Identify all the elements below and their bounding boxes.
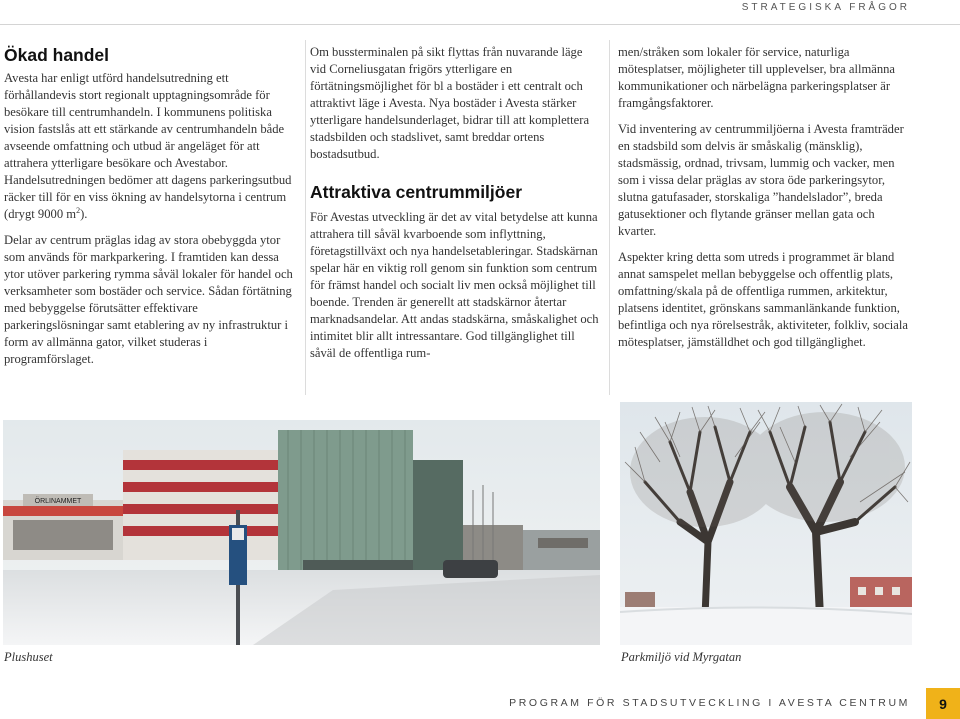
column-divider-left xyxy=(305,40,306,395)
heading-okad-handel: Ökad handel xyxy=(4,45,110,65)
page-number-badge: 9 xyxy=(926,688,960,719)
plushuset-sign-text: ÖRLINAMMET xyxy=(34,498,82,505)
paragraph: Vid inventering av centrummiljöerna i Avesta framträder en stadsbild som delvis är småskalig (mänsklig), stadsmässig, ordnad, trivsam, lummig och vacker, men som i vissa delar präglas av stora öde parkeringsytor, slutna gatufasader, storskaliga ”handelslador”, breda gatusektioner och flytande gränser mellan gata och kvarter. xyxy=(618,122,904,238)
paragraph: Om bussterminalen på sikt flyttas från nuvarande läge vid Corneliusgatan frigörs ytterligare en förtätningsmöjlighet för bl a bostäder i ett centralt och attraktivt läge i Avesta. Nya bostäder i Avesta stärker ytterligare handelsunderlaget, bidrar till att komplettera stadsbilden och stadslivet, samt breddar ortens bostadsutbud. xyxy=(310,45,590,161)
paragraph: Avesta har enligt utförd handelsutredning ett förhållandevis stort regionalt upptagningsområde för besökare till centrumhandeln. I kommunens politiska vision fastslås att ett stärkande av centrumhandeln både avseende omfattning och utbud är angeläget för att attrahera ytterligare besökare och Avestabor. Handelsutredningen bedömer att dagens parkeringsutbud räcker till för en viss ökning av handelsytorna i centrum (drygt 9000 $m^2$). xyxy=(4,71,292,221)
text-column-3 xyxy=(618,44,912,351)
parkmiljo-illustration xyxy=(620,402,912,645)
photo-parkmiljo-myrgatan xyxy=(620,402,912,645)
header-rule xyxy=(0,24,960,25)
photo-plushuset xyxy=(3,420,600,645)
heading-attraktiva-centrummiljoer: Attraktiva centrummiljöer xyxy=(310,182,523,202)
photo-caption-parkmiljo: Parkmiljö vid Myrgatan xyxy=(621,650,742,664)
section-header-label: STRATEGISKA FRÅGOR xyxy=(741,2,910,13)
paragraph: men/stråken som lokaler för service, naturliga mötesplatser, möjligheter till upplevelser, bra allmänna kommunikationer och närbelägna parkeringsplatser är framgångsfaktorer. xyxy=(618,45,896,110)
column-divider-right xyxy=(609,40,610,395)
paragraph: För Avestas utveckling är det av vital betydelse att kunna attrahera till såväl kvarboende som inflyttning, företagstillväxt och nya handelsetableringar. Stadskärnan spelar här en viktig roll genom sin funktion som centrum för främst handel och socialt liv men också möjlighet till boende. Trenden är generellt att stadskärnor återtar marknadsandelar. Att andas stadskärna, småskalighet och intimitet blir allt intressantare. God tillgänglighet till såväl de offentliga rum- xyxy=(310,210,599,360)
paragraph: Delar av centrum präglas idag av stora obebyggda ytor som används för markparkering. I framtiden kan dessa ytor utöver parkering rymma såväl lokaler för handel och verksamheter som bostäder och service. Sådan förtätning med bebyggelse förutsätter effektivare parkeringslösningar samt etablering av ny infrastruktur i form av allmänna gator, vilket studeras i programförslaget. xyxy=(4,233,293,366)
photo-caption-plushuset: Plushuset xyxy=(4,650,53,664)
text-column-2 xyxy=(310,44,600,362)
plushuset-illustration xyxy=(3,420,600,645)
footer-publication-title: PROGRAM FÖR STADSUTVECKLING I AVESTA CENTRUM xyxy=(509,697,910,709)
paragraph: Aspekter kring detta som utreds i programmet är bland annat samspelet mellan bebyggelse och offentlig plats, omfattning/skala på de offentliga rummen, arkitektur, platsens identitet, grönskans sammanlänkande funktion, befintliga och nya rörelsestråk, aktiviteter, folkliv, sociala mötesplatser, jämställdhet och god tillgänglighet. xyxy=(618,250,908,349)
text-column-1 xyxy=(4,44,296,368)
